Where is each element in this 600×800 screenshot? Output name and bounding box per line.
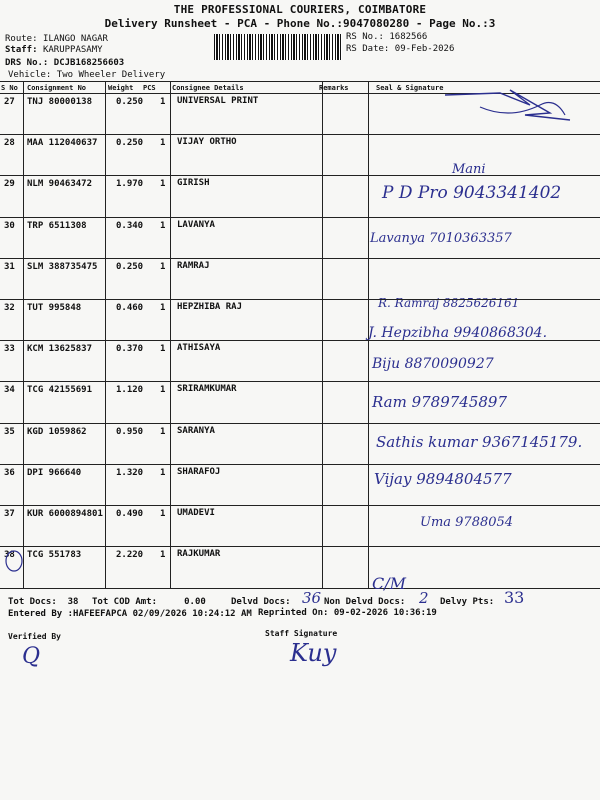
row-handwritten-signature: Uma 9788054	[420, 515, 514, 530]
row-weight: 0.370	[116, 344, 144, 355]
row-pcs: 1	[160, 426, 166, 437]
row-weight: 0.250	[116, 138, 144, 149]
row-handwritten-signature: Mani	[452, 162, 486, 178]
rs-no-value: 1682566	[389, 32, 428, 42]
col-header-sno: S No	[1, 84, 18, 92]
delivery-points: Delvy Pts:	[440, 597, 495, 607]
verified-signature: Q	[22, 644, 41, 669]
row-handwritten-signature: C/M	[372, 574, 407, 594]
vehicle-value: Two Wheeler Delivery	[56, 70, 166, 80]
route-value: ILANGO NAGAR	[42, 34, 108, 44]
row-serial: 37	[4, 509, 15, 519]
row-divider	[0, 175, 600, 176]
row-consignee: ATHISAYA	[177, 343, 221, 354]
barcode-image	[214, 34, 342, 60]
table-top-rule	[0, 81, 600, 82]
delivered-count-handwritten: 36	[302, 589, 322, 607]
row-pcs: 1	[160, 220, 166, 231]
entered-by: Entered By :HAFEEFAPCA 02/09/2026 10:24:12 AM	[8, 609, 252, 619]
verified-by-label: Verified By	[8, 632, 61, 641]
row-handwritten-signature: J. Hepzibha 9940868304.	[368, 325, 548, 341]
delivered-docs: Delvd Docs:	[231, 597, 291, 607]
tot-cod: Tot COD Amt: 0.00	[92, 597, 206, 607]
col-divider	[23, 81, 24, 588]
row-divider	[0, 258, 600, 259]
row-weight: 0.490	[116, 509, 144, 519]
drs-line: DRS No.: DCJB168256603	[5, 58, 125, 68]
row-serial: 32	[4, 303, 15, 313]
row-consignee: RAJKUMAR	[177, 549, 221, 560]
row-pcs: 1	[160, 509, 166, 519]
reprinted-on: Reprinted On: 09-02-2026 10:36:19	[258, 608, 437, 618]
row-consignment-no: TUT 995848	[27, 303, 82, 313]
row-pcs: 1	[160, 138, 166, 149]
route-line: Route: ILANGO NAGAR	[5, 34, 108, 44]
row-serial: 28	[4, 138, 15, 149]
row-divider	[0, 546, 600, 547]
col-header-seal: Seal & Signature	[376, 84, 444, 92]
row-consignment-no: TRP 6511308	[27, 220, 87, 231]
row-pcs: 1	[160, 303, 166, 313]
col-header-weight: Weight	[108, 84, 134, 92]
row-consignee: UNIVERSAL PRINT	[177, 96, 259, 106]
row-handwritten-signature: Ram 9789745897	[372, 393, 508, 412]
col-header-consignee: Consignee Details	[172, 84, 244, 92]
row-handwritten-signature: R. Ramraj 8825626161	[378, 295, 520, 310]
row-serial: 27	[4, 97, 15, 107]
non-delivered-docs: Non Delvd Docs:	[324, 597, 406, 607]
row-serial: 33	[4, 344, 15, 355]
row-consignment-no: MAA 112040637	[27, 138, 98, 149]
col-divider	[170, 81, 171, 588]
col-divider	[105, 81, 106, 588]
row-handwritten-signature: Sathis kumar 9367145179.	[376, 432, 583, 451]
row-divider	[0, 134, 600, 135]
row-handwritten-signature: Vijay 9894804577	[374, 469, 512, 488]
row-consignment-no: NLM 90463472	[27, 179, 93, 190]
row-pcs: 1	[160, 179, 166, 190]
row-divider	[0, 505, 600, 506]
row-pcs: 1	[160, 97, 166, 107]
staff-value: KARUPPASAMY	[42, 45, 103, 55]
row-consignment-no: TNJ 80000138	[27, 97, 93, 107]
runsheet-subtitle: Delivery Runsheet - PCA - Phone No.:9047080280 - Page No.:3	[104, 17, 496, 30]
row-consignee: SHARAFOJ	[177, 466, 221, 477]
tot-docs: Tot Docs: 38	[8, 597, 79, 607]
delivery-points-handwritten: 33	[504, 588, 525, 607]
row-handwritten-signature: Biju 8870090927	[372, 356, 494, 373]
serial-circle-mark	[4, 548, 26, 574]
row-serial: 29	[4, 179, 15, 190]
row-weight: 1.120	[116, 385, 144, 396]
row-divider	[0, 299, 600, 300]
row-divider	[0, 464, 600, 465]
row-weight: 0.250	[116, 261, 144, 272]
staff-signature-label: Staff Signature	[265, 629, 338, 638]
row-consignment-no: KCM 13625837	[27, 344, 93, 355]
row-weight: 2.220	[116, 550, 144, 561]
rs-no-line: RS No.: 1682566	[346, 32, 428, 42]
row-pcs: 1	[160, 467, 166, 478]
rs-date-line: RS Date: 09-Feb-2026	[346, 44, 455, 54]
row-weight: 1.970	[116, 179, 144, 190]
row-weight: 1.320	[116, 467, 144, 478]
row-weight: 0.340	[116, 220, 144, 231]
row-weight: 0.950	[116, 426, 144, 437]
row-consignment-no: TCG 551783	[27, 550, 82, 561]
non-delivered-count-handwritten: 2	[419, 589, 429, 607]
row-serial: 31	[4, 261, 15, 272]
row-consignee: UMADEVI	[177, 508, 215, 518]
row-consignee: VIJAY ORTHO	[177, 137, 237, 148]
row-consignment-no: KGD 1059862	[27, 426, 87, 437]
row-consignee: HEPZHIBA RAJ	[177, 302, 243, 312]
row-consignee: GIRISH	[177, 178, 210, 189]
row-divider	[0, 217, 600, 218]
row-divider	[0, 381, 600, 382]
row-consignment-no: TCG 42155691	[27, 385, 93, 396]
row-consignee: LAVANYA	[177, 219, 215, 230]
row-divider	[0, 340, 600, 341]
row-weight: 0.460	[116, 303, 144, 313]
row-consignee: SRIRAMKUMAR	[177, 384, 237, 395]
col-header-pcs: PCS	[143, 84, 156, 92]
row-serial: 35	[4, 426, 15, 437]
staff-signature: Kuy	[290, 639, 337, 667]
rs-date-value: 09-Feb-2026	[394, 44, 455, 54]
row-pcs: 1	[160, 550, 166, 561]
row-consignee: SARANYA	[177, 425, 215, 436]
drs-value: DCJB168256603	[53, 58, 125, 68]
row-serial: 36	[4, 467, 15, 478]
row-consignment-no: SLM 388735475	[27, 261, 98, 272]
vehicle-line: Vehicle: Two Wheeler Delivery	[8, 70, 166, 80]
company-title: THE PROFESSIONAL COURIERS, COIMBATORE	[173, 3, 427, 16]
row-pcs: 1	[160, 261, 166, 272]
row-consignee: RAMRAJ	[177, 260, 210, 271]
row-consignment-no: KUR 6000894801	[27, 509, 103, 519]
row-serial: 30	[4, 220, 15, 231]
row-pcs: 1	[160, 344, 166, 355]
row-serial: 34	[4, 385, 15, 396]
row-consignment-no: DPI 966640	[27, 467, 82, 478]
row-handwritten-signature: Lavanya 7010363357	[370, 230, 512, 246]
row-divider	[0, 423, 600, 424]
row-serial: 38	[4, 550, 15, 561]
seal-scribble-icon	[440, 85, 580, 127]
staff-line: Staff: KARUPPASAMY	[5, 45, 103, 55]
col-divider	[322, 81, 323, 588]
col-header-remarks: Remarks	[319, 84, 349, 92]
row-pcs: 1	[160, 385, 166, 396]
col-header-consignment: Consignment No	[27, 84, 87, 92]
row-handwritten-signature: P D Pro 9043341402	[382, 183, 562, 204]
row-weight: 0.250	[116, 97, 144, 107]
